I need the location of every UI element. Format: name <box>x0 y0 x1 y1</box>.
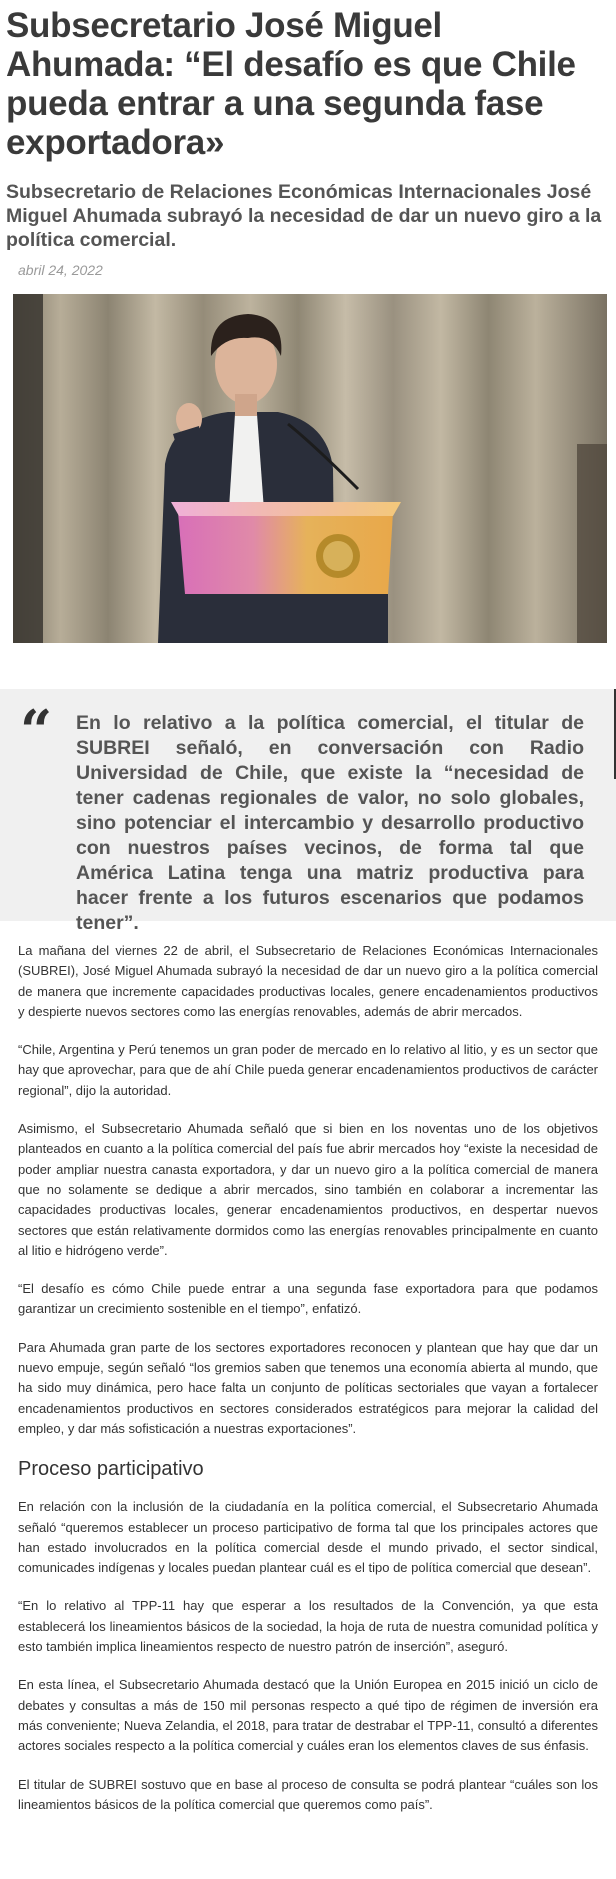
article-date: abril 24, 2022 <box>18 262 103 278</box>
article-paragraph: Asimismo, el Subsecretario Ahumada señaló que si bien en los noventas uno de los objetivos planteados en cuanto a la política comercial del país fue abrir mercados hoy “existe la necesidad de poder ampliar nuestra canasta exportadora, y dar un nuevo giro a la política comercial de manera que no solamente se dedique a abrir mercados, sino también en colaborar a incrementar las capacidades productivas locales, generar encadenamientos productivos, en despertar nuevos sectores que están relativamente dormidos como las energías renovables principalmente en cuanto al litio e hidrógeno verde”. <box>18 1121 598 1258</box>
article-subtitle: Subsecretario de Relaciones Económicas Internacionales José Miguel Ahumada subrayó la necesidad de dar un nuevo giro a la política comercial. <box>6 181 602 251</box>
article-title: Subsecretario José Miguel Ahumada: “El desafío es que Chile pueda entrar a una segunda fase exportadora» <box>6 6 576 162</box>
article-paragraph: En relación con la inclusión de la ciudadanía en la política comercial, el Subsecretario Ahumada señaló “queremos establecer un proceso participativo de forma tal que los principales actores que han estado involucrados en la política comercial desde el mundo privado, el sector sindical, comunicades indígenas y locales puedan plantear cuál es el tipo de política comercial que desean”. <box>18 1499 598 1576</box>
article-paragraph: La mañana del viernes 22 de abril, el Subsecretario de Relaciones Económicas Internacionales (SUBREI), José Miguel Ahumada subrayó la necesidad de dar un nuevo giro a la política comercial de manera que incremente capacidades productivas locales, genere encadenamientos productivos y despierte nuevos sectores como las energías renovables, además de abrir mercados. <box>18 943 598 1019</box>
article-paragraph: “Chile, Argentina y Perú tenemos un gran poder de mercado en lo relativo al litio, y es un sector que hay que aprovechar, para que de ahí Chile pueda generar encadenamientos productivos de carácter regional”, dijo la autoridad. <box>18 1042 598 1098</box>
article-paragraph: “El desafío es cómo Chile puede entrar a una segunda fase exportadora para que podamos garantizar un crecimiento sostenible en el tiempo”, enfatizó. <box>18 1281 598 1317</box>
article-paragraph: “En lo relativo al TPP-11 hay que esperar a los resultados de la Convención, ya que esta establecerá los lineamientos básicos de la sociedad, la hoja de ruta de nuestra comunidad política y esto también implica lineamientos respecto de nuestro patrón de inserción”, aseguró. <box>18 1598 598 1655</box>
pull-quote-text: En lo relativo a la política comercial, el titular de SUBREI señaló, en conversación con Radio Universidad de Chile, que existe la “necesidad de tener cadenas regionales de valor, no solo globales, sino potenciar el intercambio y desarrollo productivo con nuestros países vecinos, de forma tal que América Latina tenga una matriz productiva para hacer frente a los futuros escenarios que podamos tener”. <box>76 712 584 934</box>
quotation-mark-icon: “ <box>20 698 53 764</box>
article-photo <box>13 294 607 643</box>
pull-quote <box>0 689 616 934</box>
section-title: Proceso participativo <box>18 1458 204 1481</box>
speaker-at-podium-photo <box>13 294 607 643</box>
article-paragraph: El titular de SUBREI sostuvo que en base al proceso de consulta se podrá plantear “cuáles son los lineamientos básicos de la política comercial que queremos como país”. <box>18 1776 598 1812</box>
article-paragraph: En esta línea, el Subsecretario Ahumada destacó que la Unión Europea en 2015 inició un ciclo de debates y consultas a más de 150 mil personas respecto a qué tipo de régimen de inversión era más conveniente; Nueva Zelandia, el 2018, para tratar de destrabar el TPP-11, consultó a diferentes actores sociales respecto a la política comercial y cuáles eran los elementos claves de sus énfasis. <box>18 1677 598 1754</box>
article-paragraph: Para Ahumada gran parte de los sectores exportadores reconocen y plantean que hay que dar un nuevo empuje, según señaló “los gremios saben que tenemos una economía abierta al mundo, que ha sido muy dinámica, pero hace falta un conjunto de políticas sectoriales que vayan a fortalecer encadenamientos productivos en sectores considerados estratégicos para mejorar la calidad del empleo, y dar más sofisticación a nuestras exportaciones”. <box>18 1339 598 1436</box>
article-body <box>0 921 616 1815</box>
